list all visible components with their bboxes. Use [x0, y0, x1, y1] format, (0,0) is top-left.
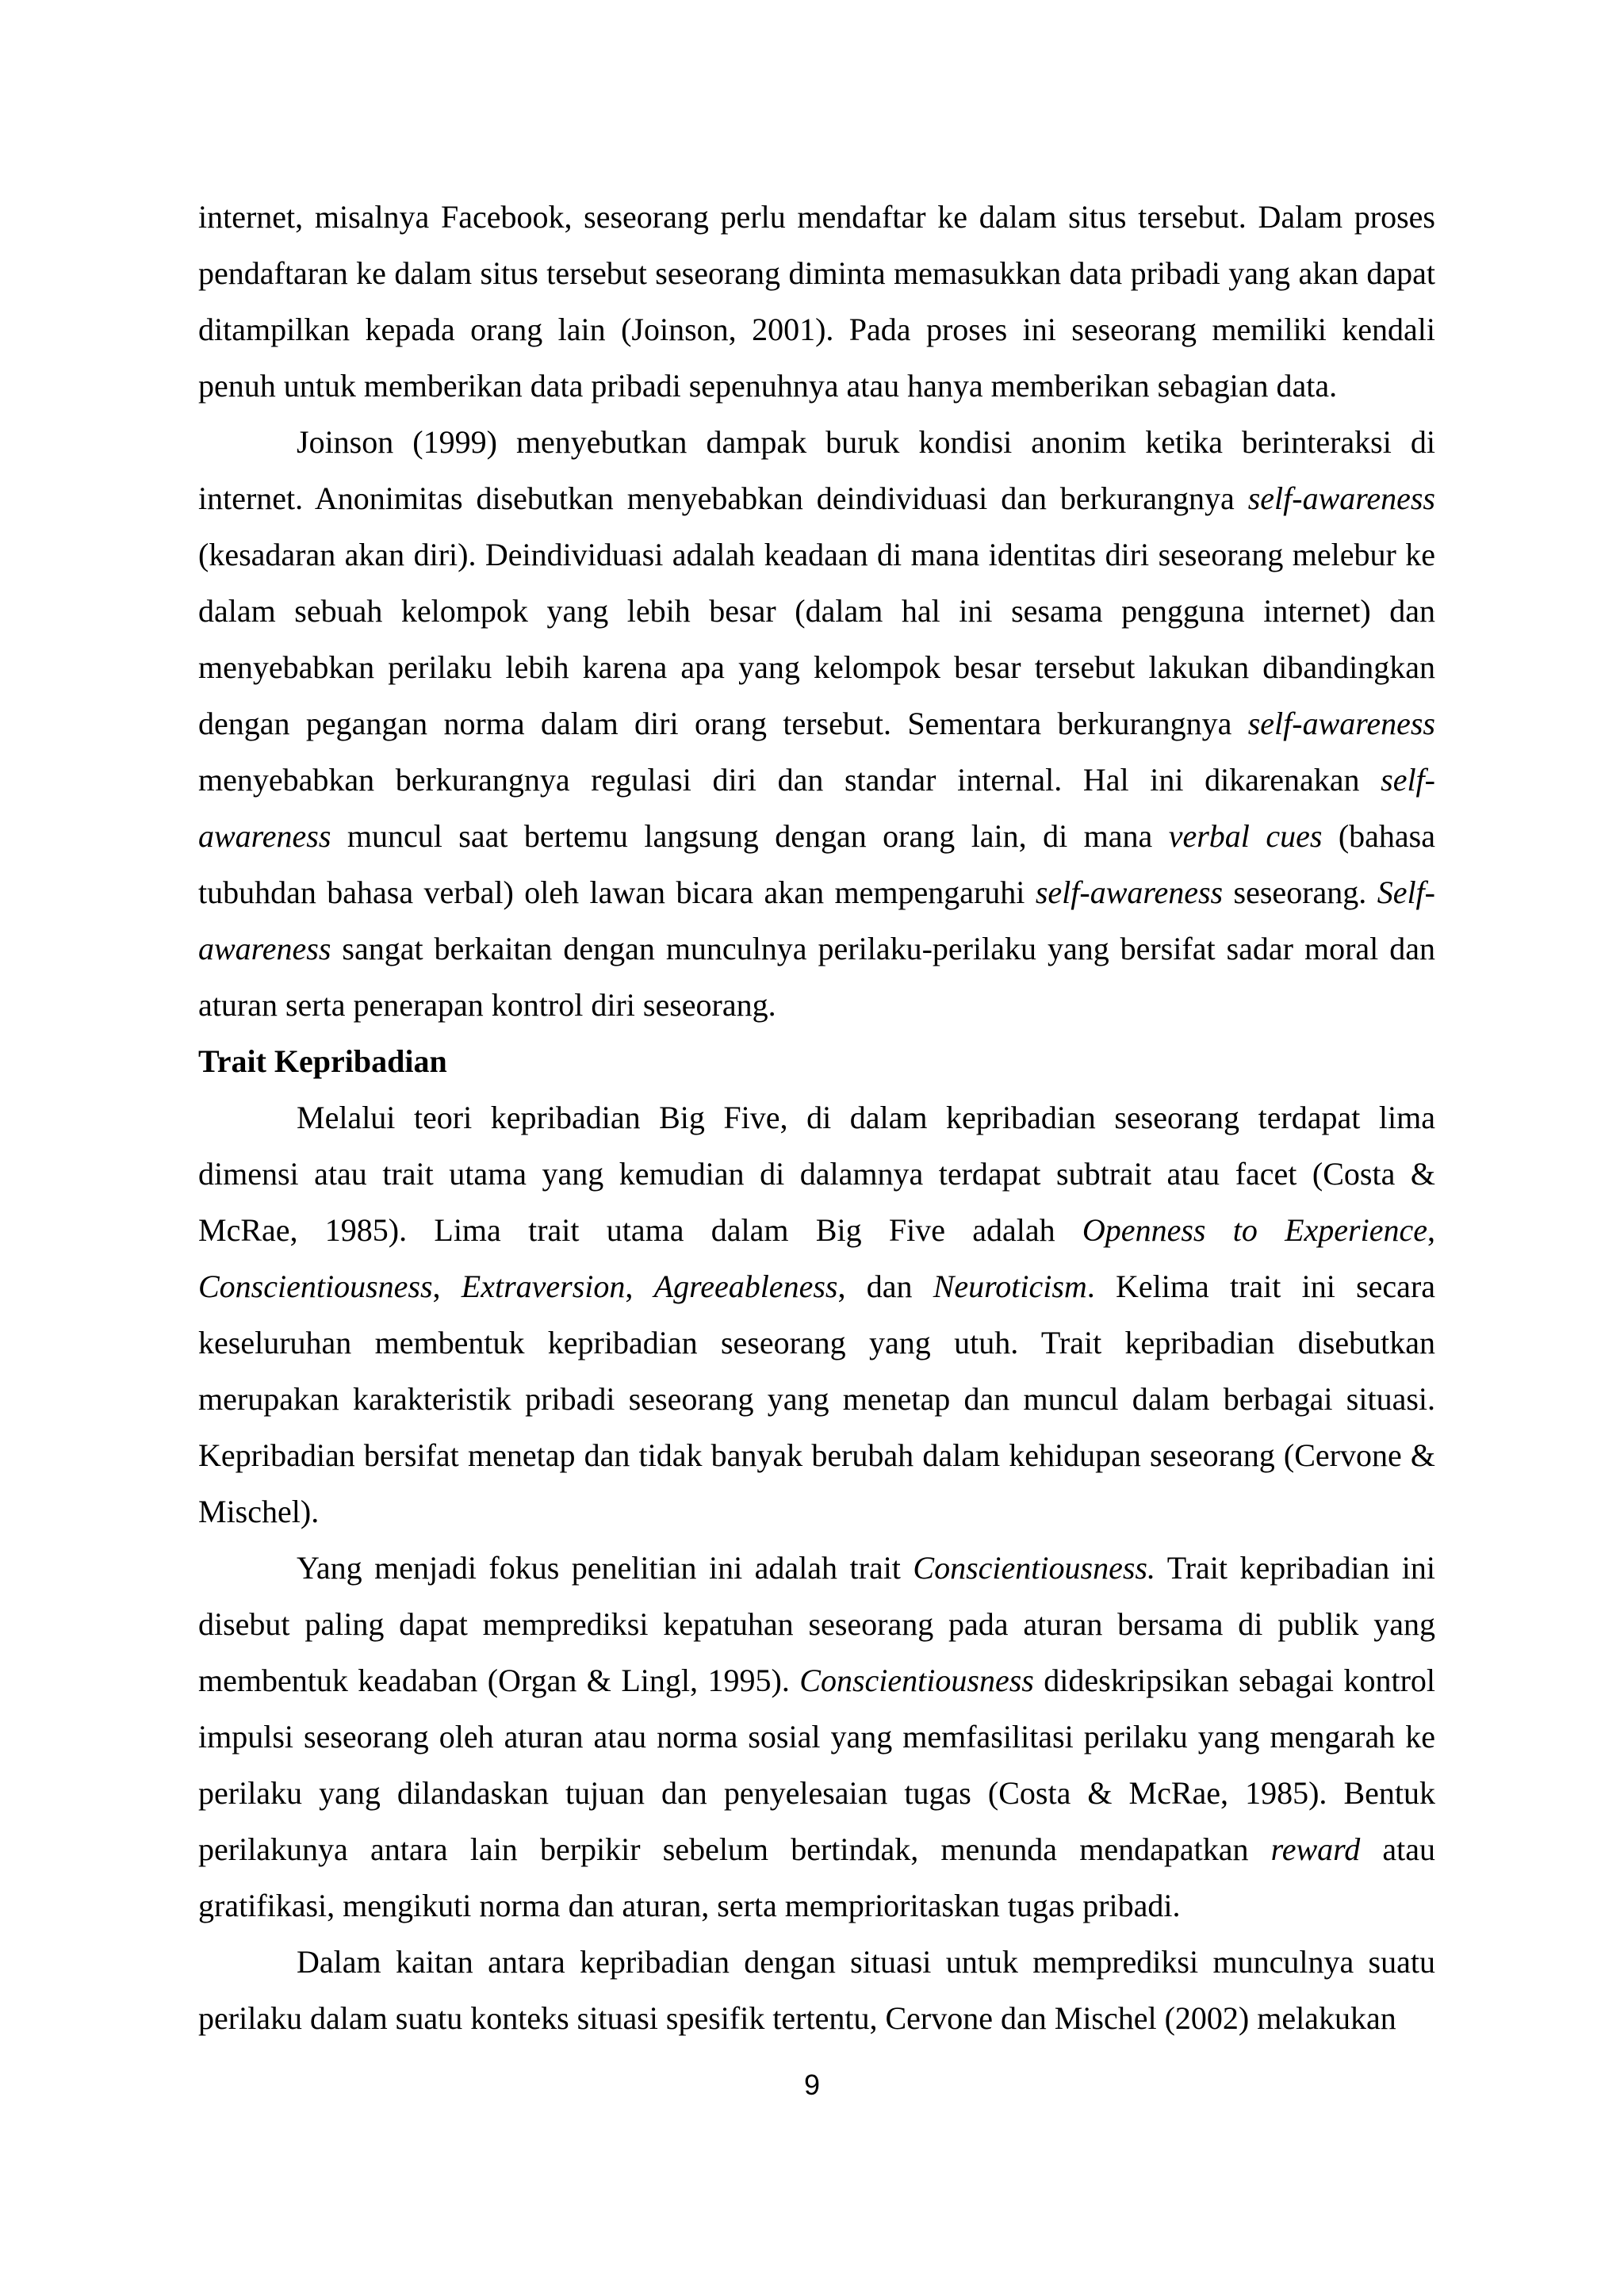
text-run: internet, misalnya Facebook, seseorang perlu mendaftar ke dalam situs tersebut. Dalam proses pendaftaran ke dalam situs tersebut seseorang diminta memasukkan data pribadi yang akan dapat ditampilkan kepada orang lain (Joinson, 2001). Pada proses ini seseorang memiliki kendali penuh untuk memberikan data pribadi sepenuhnya atau hanya memberikan sebagian data.: [198, 199, 1435, 404]
paragraph-anonymity: [198, 414, 1435, 1033]
text-run: , dan: [837, 1269, 933, 1304]
text-run: Dalam kaitan antara kepribadian dengan situasi untuk memprediksi munculnya suatu perilaku dalam suatu konteks situasi spesifik tertentu, Cervone dan Mischel (2002) melakukan: [198, 1944, 1435, 2036]
italic-term: self-awareness: [1247, 706, 1435, 741]
text-run: dideskripsikan sebagai kontrol impulsi seseorang oleh aturan atau norma sosial yang memfasilitasi perilaku yang mengarah ke perilaku yang dilandaskan tujuan dan penyelesaian tugas (Costa & McRae, 1985). Bentuk perilakunya antara lain berpikir sebelum bertindak, menunda mendapatkan: [198, 1663, 1435, 1867]
text-run: ,: [432, 1269, 462, 1304]
text-run: (bahasa tubuhdan bahasa verbal) oleh lawan bicara akan mempengaruhi: [198, 818, 1436, 910]
text-run: Joinson (1999) menyebutkan dampak buruk kondisi anonim ketika berinteraksi di internet. Anonimitas disebutkan menyebabkan deindividuasi dan berkurangnya: [198, 424, 1435, 516]
italic-term: Conscientiousness: [799, 1663, 1034, 1698]
italic-term: Openness to Experience: [1082, 1212, 1428, 1248]
text-run: muncul saat bertemu langsung dengan orang lain, di mana: [331, 818, 1169, 854]
italic-term: Agreeableness: [653, 1269, 838, 1304]
italic-term: Self-awareness: [198, 874, 1435, 966]
paragraph-situation: [198, 1934, 1435, 2046]
italic-term: Extraversion: [461, 1269, 626, 1304]
text-run: (kesadaran akan diri). Deindividuasi adalah keadaan di mana identitas diri seseorang melebur ke dalam sebuah kelompok yang lebih besar (dalam hal ini sesama pengguna internet) dan menyebabkan perilaku lebih karena apa yang kelompok besar tersebut lakukan dibandingkan dengan pegangan norma dalam diri orang tersebut. Sementara berkurangnya: [198, 537, 1435, 741]
text-run: sangat berkaitan dengan munculnya perilaku-perilaku yang bersifat sadar moral dan aturan serta penerapan kontrol diri seseorang.: [198, 931, 1435, 1023]
italic-term: verbal cues: [1168, 818, 1323, 854]
text-run: Melalui teori kepribadian Big Five, di dalam kepribadian seseorang terdapat lima dimensi atau trait utama yang kemudian di dalamnya terdapat subtrait atau facet (Costa & McRae, 1985). Lima trait utama dalam Big Five adalah: [198, 1100, 1435, 1248]
italic-term: Neuroticism: [933, 1269, 1087, 1304]
section-heading-trait-kepribadian: [198, 1033, 1435, 1089]
italic-term: self-awareness: [198, 762, 1435, 854]
text-run: Trait Kepribadian: [198, 1043, 447, 1079]
italic-term: self-awareness: [1035, 874, 1224, 910]
text-run: seseorang.: [1223, 874, 1377, 910]
text-run: . Kelima trait ini secara keseluruhan membentuk kepribadian seseorang yang utuh. Trait kepribadian disebutkan merupakan karakteristik pribadi seseorang yang menetap dan muncul dalam berbagai situasi. Kepribadian bersifat menetap dan tidak banyak berubah dalam kehidupan seseorang (Cervone & Mischel).: [198, 1269, 1436, 1529]
text-run: Yang menjadi fokus penelitian ini adalah trait: [297, 1550, 914, 1586]
italic-term: Conscientiousness: [198, 1269, 433, 1304]
text-run: Trait kepribadian ini disebut paling dapat memprediksi kepatuhan seseorang pada aturan bersama di publik yang membentuk keadaban (Organ & Lingl, 1995).: [198, 1550, 1436, 1698]
italic-term: Conscientiousness.: [913, 1550, 1155, 1586]
paragraph-registration: [198, 189, 1435, 414]
paragraph-big-five: [198, 1089, 1435, 1540]
body-text: [198, 189, 1435, 2046]
italic-term: self-awareness: [1247, 480, 1435, 516]
text-run: menyebabkan berkurangnya regulasi diri dan standar internal. Hal ini dikarenakan: [198, 762, 1381, 798]
italic-term: reward: [1270, 1831, 1361, 1867]
text-run: ,: [625, 1269, 654, 1304]
page-number: 9: [803, 2068, 821, 2101]
paragraph-conscientiousness: [198, 1540, 1435, 1934]
text-run: ,: [1427, 1212, 1436, 1248]
text-run: atau gratifikasi, mengikuti norma dan aturan, serta memprioritaskan tugas pribadi.: [198, 1831, 1435, 1923]
